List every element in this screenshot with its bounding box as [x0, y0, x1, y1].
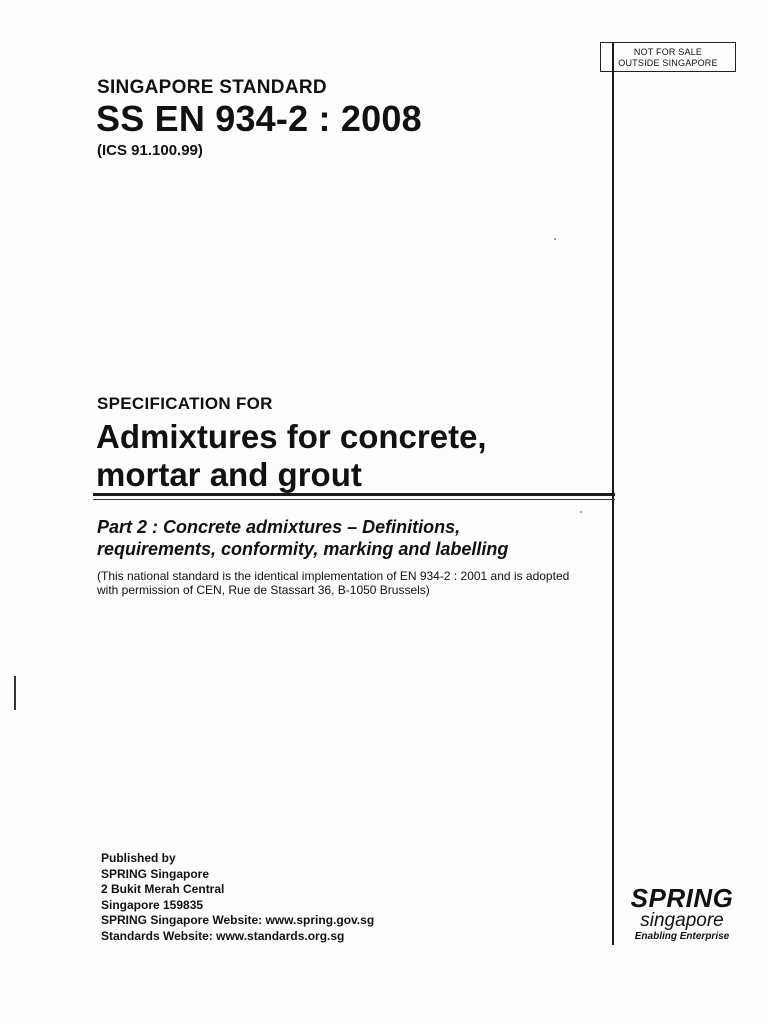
stamp-line-1: NOT FOR SALE	[633, 47, 703, 57]
publisher-line-4: Singapore 159835	[101, 897, 204, 912]
standard-number: SS EN 934-2 : 2008	[96, 98, 422, 139]
vertical-rule	[612, 73, 614, 945]
scan-speck	[580, 511, 582, 513]
logo-main-text: SPRING	[630, 883, 734, 913]
part-line-2: requirements, conformity, marking and labelling	[97, 539, 509, 559]
title-line-2: mortar and grout	[96, 456, 362, 493]
ics-code: (ICS 91.100.99)	[97, 142, 203, 159]
publisher-website-line: SPRING Singapore Website: www.spring.gov.sg	[101, 913, 375, 927]
specification-prefix: SPECIFICATION FOR	[97, 394, 273, 413]
adoption-note	[97, 569, 617, 597]
standards-website-line: Standards Website: www.standards.org.sg	[101, 928, 345, 943]
logo-sub-text: singapore	[640, 910, 724, 931]
spring-singapore-logo	[622, 884, 742, 944]
scan-speck	[554, 238, 556, 240]
document-title	[96, 418, 606, 494]
part-line-1: Part 2 : Concrete admixtures – Definitions,	[97, 517, 461, 537]
title-line-1: Admixtures for concrete,	[96, 418, 487, 455]
stamp-line-2: OUTSIDE SINGAPORE	[618, 58, 718, 68]
note-line-1: (This national standard is the identical implementation of EN 934-2 : 2001 and is adopted	[97, 569, 570, 583]
not-for-sale-stamp	[600, 42, 736, 72]
publisher-block	[101, 851, 374, 944]
note-line-2: with permission of CEN, Rue de Stassart 36, B-1050 Brussels)	[97, 583, 430, 597]
publisher-line-1: Published by	[101, 851, 176, 865]
part-subtitle	[97, 516, 609, 560]
title-divider-thick	[93, 493, 615, 496]
publisher-line-2: SPRING Singapore	[101, 866, 210, 881]
standard-label: SINGAPORE STANDARD	[97, 77, 327, 98]
margin-mark	[14, 676, 16, 710]
vertical-rule-top	[612, 42, 614, 73]
title-divider-thin	[93, 499, 615, 500]
logo-tagline: Enabling Enterprise	[634, 931, 730, 942]
publisher-line-3: 2 Bukit Merah Central	[101, 882, 225, 896]
